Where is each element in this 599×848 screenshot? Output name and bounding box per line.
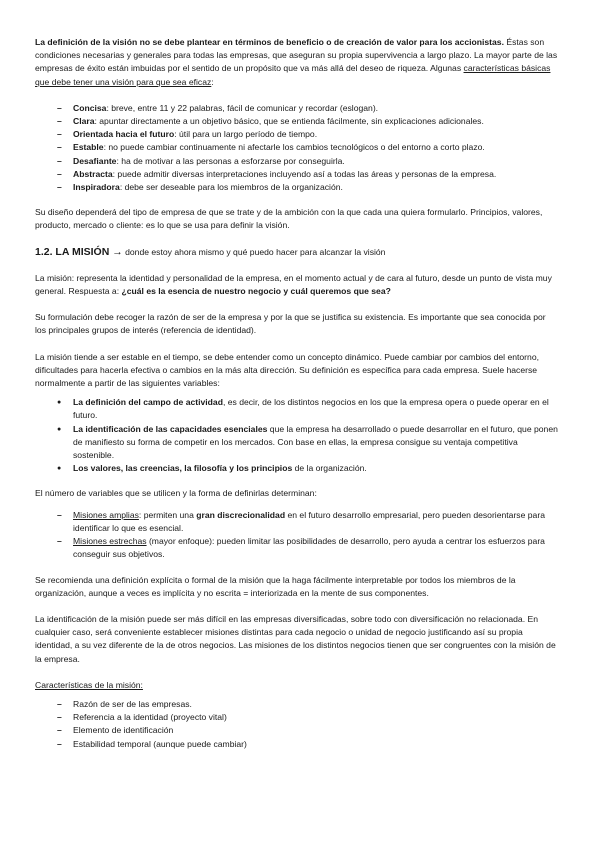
section-heading	[35, 246, 558, 259]
variables-count-paragraph: El número de variables que se utilicen y la forma de definirlas determinan:	[35, 488, 317, 499]
trait-desc: : útil para un largo período de tiempo.	[174, 129, 318, 140]
list-item: – Elemento de identificación	[57, 724, 558, 737]
design-paragraph: Su diseño dependerá del tipo de empresa de que se trate y de la ambición con la que cada una quiera formularlo. Principios, valores, producto, mercado o cliente: es lo que se usa para definir la visión.	[35, 207, 543, 231]
trait-term: Clara	[73, 116, 95, 127]
variable-bold: La identificación de las capacidades esenciales	[73, 423, 268, 434]
vision-traits-list	[57, 102, 558, 194]
list-item	[57, 462, 558, 475]
trait-desc: : no puede cambiar continuamente ni afectarle los cambios tecnológicos o del entorno a corto plazo.	[103, 142, 485, 153]
characteristics-list	[57, 698, 558, 751]
trait-desc: : apuntar directamente a un objetivo básico, que se entienda fácilmente, sin explicaciones adicionales.	[94, 116, 484, 127]
mission-types-list	[57, 509, 558, 562]
mission-def-question: ¿cuál es la esencia de nuestro negocio y cuál queremos que sea?	[121, 286, 391, 297]
diversified-paragraph: La identificación de la misión puede ser más difícil en las empresas diversificadas, sobre todo con diversificación no relacionada. En cualquier caso, será conveniente establecer misiones distintas para cada negocio o unidad de negocio justificando así su propia identidad, a su vez diferente de la de otros negocios. Las misiones de los distintos negocios tienen que ser congruentes con la misión de la empresa.	[35, 613, 556, 664]
list-item	[57, 102, 558, 115]
trait-term: Orientada hacia el futuro	[73, 129, 175, 140]
vision-intro-paragraph	[35, 36, 558, 89]
intro-underlined: características básicas que debe tener una visión para que sea eficaz	[35, 63, 551, 87]
arrow-icon: →	[112, 245, 123, 258]
variables-list	[57, 396, 558, 475]
list-item: – Razón de ser de las empresas.	[57, 698, 558, 711]
list-item	[57, 155, 558, 168]
trait-term: Desafiante	[73, 155, 117, 166]
mission-def-text: La misión: representa la identidad y personalidad de la empresa, en el momento actual y de cara al futuro, desde un punto de vista muy general. Respuesta a:	[35, 272, 552, 297]
stability-paragraph: La misión tiende a ser estable en el tiempo, se debe entender como un concepto dinámico. Puede cambiar por cambios del entorno, dificultades para hacerla efectiva o cambios en la más alta dirección. Su definición es específica para cada empresa. Suele hacerse normalmente a partir de las siguientes variables:	[35, 351, 539, 389]
variable-bold: Los valores, las creencias, la filosofía y los principios	[73, 463, 293, 474]
list-item	[57, 181, 558, 194]
page-content	[35, 36, 558, 763]
trait-term: Abstracta	[73, 168, 113, 179]
mission-type-bold: gran discrecionalidad	[196, 509, 286, 520]
trait-term: Concisa	[73, 102, 107, 113]
variable-text: de la organización.	[292, 463, 367, 474]
formulation-paragraph: Su formulación debe recoger la razón de ser de la empresa y por la que se justifica su existencia. Es importante que sea conocida por los principales grupos de interés (referencia de identidad).	[35, 312, 546, 336]
variable-text: que la empresa ha desarrollado o puede desarrollar en el futuro, que ponen de manifiesto su forma de competir en los mercados. Con base en ellas, la empresa consigue su ventaja competitiva sostenible.	[73, 423, 558, 461]
intro-end: :	[211, 76, 214, 87]
list-item	[57, 509, 558, 535]
list-item: – Estabilidad temporal (aunque puede cambiar)	[57, 738, 558, 751]
mission-type-text: en el futuro desarrollo empresarial, pero pueden desorientarse para identificar lo que es esencial.	[73, 509, 545, 533]
variable-bold: La definición del campo de actividad	[73, 397, 223, 408]
list-item	[57, 535, 558, 561]
section-title: 1.2. LA MISIÓN	[35, 245, 110, 258]
trait-term: Inspiradora	[73, 182, 120, 193]
list-item	[57, 141, 558, 154]
list-item	[57, 128, 558, 141]
trait-term: Estable	[73, 142, 104, 153]
characteristics-title: Características de la misión:	[35, 679, 143, 690]
variable-text: , es decir, de los distintos negocios en los que la empresa opera o puede operar en el futuro.	[73, 397, 549, 421]
trait-desc: : ha de motivar a las personas a esforzarse por conseguirla.	[116, 155, 345, 166]
mission-type-name: Misiones amplias	[73, 509, 139, 520]
list-item: – Referencia a la identidad (proyecto vital)	[57, 711, 558, 724]
mission-type-name: Misiones estrechas	[73, 536, 147, 547]
mission-type-pre: : permiten una	[138, 509, 197, 520]
intro-bold-sentence: La definición de la visión no se debe plantear en términos de beneficio o de creación de valor para los accionistas.	[35, 37, 504, 47]
mission-definition	[35, 272, 558, 298]
list-item	[57, 396, 558, 422]
recommendation-paragraph: Se recomienda una definición explícita o formal de la misión que la haga fácilmente interpretable por todos los miembros de la organización, aunque a veces es implícita y no escrita = interiorizada en la mente de sus componentes.	[35, 574, 516, 598]
trait-desc: : breve, entre 11 y 22 palabras, fácil de comunicar y recordar (eslogan).	[106, 102, 379, 113]
intro-text: Éstas son condiciones necesarias y generales para todas las empresas, que aseguran su propia supervivencia a largo plazo. La mayor parte de las empresas de éxito están imbuidas por el sentido de un propósito que va más allá del deseo de riqueza. Algunas	[35, 37, 558, 74]
section-subtitle: donde estoy ahora mismo y qué puedo hacer para alcanzar la visión	[122, 246, 386, 257]
list-item	[57, 115, 558, 128]
list-item	[57, 168, 558, 181]
mission-type-pre: (mayor enfoque): pueden limitar las posibilidades de desarrollo, pero ayuda a centrar los esfuerzos para conseguir sus objetivos.	[73, 536, 545, 560]
trait-desc: : puede admitir diversas interpretaciones incluyendo así a todas las áreas y personas de la empresa.	[112, 168, 497, 179]
list-item	[57, 423, 558, 463]
trait-desc: : debe ser deseable para los miembros de la organización.	[119, 182, 343, 193]
